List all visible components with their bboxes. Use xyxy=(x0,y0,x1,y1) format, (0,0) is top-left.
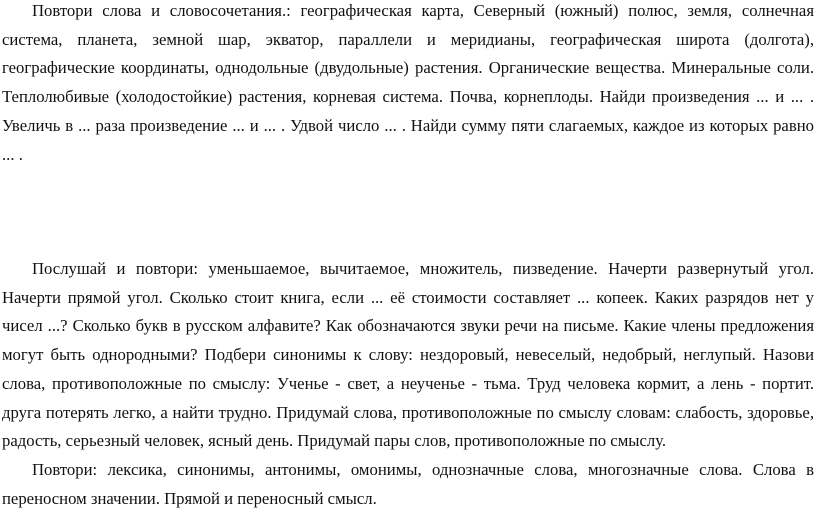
paragraph-listen-repeat: Послушай и повтори: уменьшаемое, вычитаемое, множитель, пизведение. Начерти развернутый угол. Начерти прямой угол. Сколько стоит книга, если ... её стоимости составляет ... копеек. Каких разрядов нет у чисел ...? Сколько букв в русском алфавите? Как обозначаются звуки речи на письме. Какие члены предложения могут быть однородными? Подбери синонимы к слову: нездоровый, невеселый, недобрый, неглупый. Назови слова, противоположные по смыслу: Ученье - свет, а неученье - тьма. Труд человека кормит, а лень - портит. друга потерять легко, а найти трудно. Придумай слова, противоположные по смыслу словам: слабость, здоровье, радость, серьезный человек, ясный день. Придумай пары слов, противоположные по смыслу. xyxy=(2,259,814,451)
paragraph-lexicon-terms: Повтори: лексика, синонимы, антонимы, омонимы, однозначные слова, многозначные слова. Слова в переносном значении. Прямой и переносный смысл. xyxy=(2,460,814,508)
paragraph-geography-terms: Повтори слова и словосочетания.: географическая карта, Северный (южный) полюс, земля, солнечная система, планета, земной шар, экватор, параллели и меридианы, географическая широта (долгота), географические координаты, однодольные (двудольные) растения. Органические вещества. Минеральные соли. Теплолюбивые (холодостойкие) растения, корневая система. Почва, корнеплоды. Найди произведения ... и ... . Увеличь в ... раза произведение ... и ... . Удвой число ... . Найди сумму пяти слагаемых, каждое из которых равно ... . xyxy=(2,1,814,164)
